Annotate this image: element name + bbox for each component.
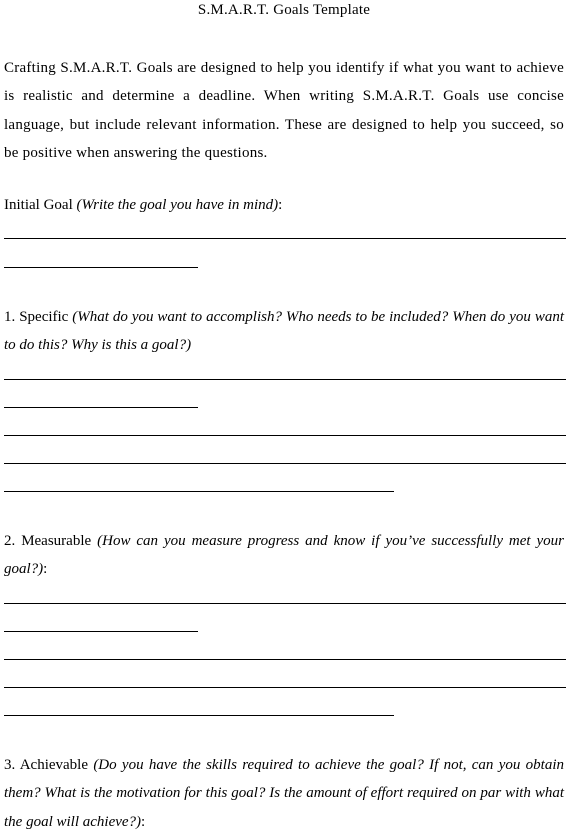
measurable-answer-line[interactable]	[4, 659, 566, 660]
achievable-hint: (Do you have the skills required to achieve the goal? If not, can you obtain them? What is the motivation for this goal? Is the amount of effort required on par with what the goal will achieve?)	[4, 757, 564, 830]
initial-goal-answer-line[interactable]	[4, 238, 566, 239]
measurable-answer-line[interactable]	[4, 687, 566, 688]
specific-answer-line[interactable]	[4, 491, 394, 492]
measurable-answer-line[interactable]	[4, 631, 198, 632]
specific-answer-line[interactable]	[4, 463, 566, 464]
initial-goal-answer-line[interactable]	[4, 267, 198, 268]
measurable-prompt	[4, 527, 564, 584]
measurable-suffix: :	[43, 561, 48, 578]
specific-prompt	[4, 303, 564, 360]
initial-goal-prompt	[4, 191, 564, 219]
measurable-answer-line[interactable]	[4, 715, 394, 716]
measurable-label: 2. Measurable	[4, 533, 92, 549]
achievable-prompt	[4, 751, 564, 836]
measurable-answer-line[interactable]	[4, 603, 566, 604]
specific-label: 1. Specific	[4, 309, 69, 325]
specific-answer-line[interactable]	[4, 379, 566, 380]
initial-goal-suffix: :	[278, 197, 283, 213]
intro-paragraph: Crafting S.M.A.R.T. Goals are designed to help you identify if what you want to achieve is realistic and determine a deadline. When writing S.M.A.R.T. Goals use concise language, but include relevant information. These are designed to help you succeed, so be positive when answering the questions.	[4, 60, 564, 161]
initial-goal-label: Initial Goal	[4, 197, 73, 213]
specific-answer-line[interactable]	[4, 407, 198, 408]
achievable-label: 3. Achievable	[4, 757, 89, 773]
initial-goal-hint: (Write the goal you have in mind)	[76, 197, 279, 213]
measurable-hint: (How can you measure progress and know if you’ve successfully met your goal?)	[4, 533, 565, 578]
specific-hint: (What do you want to accomplish? Who needs to be included? When do you want to do this? Why is this a goal?)	[4, 309, 564, 354]
page-title: S.M.A.R.T. Goals Template	[197, 2, 371, 18]
specific-answer-line[interactable]	[4, 435, 566, 436]
achievable-suffix: :	[141, 813, 146, 830]
